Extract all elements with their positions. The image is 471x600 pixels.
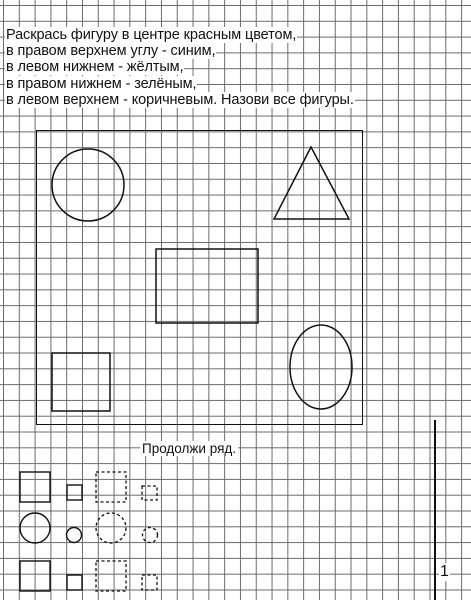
- instruction-line-1: Раскрась фигуру в центре красным цветом,: [6, 27, 297, 43]
- page-margin-line: [434, 420, 436, 600]
- bottom-left-square[interactable]: [52, 353, 110, 411]
- bottom-right-ellipse[interactable]: [290, 325, 352, 409]
- instruction-line-4: в правом нижнем - зелёным,: [6, 75, 197, 92]
- seq-big-square: [20, 472, 50, 502]
- seq-big-dashed-square[interactable]: [96, 561, 126, 591]
- instruction-line-2: в правом верхнем углу - синим,: [6, 43, 216, 60]
- seq-small-square: [67, 575, 82, 590]
- seq-small-square: [67, 485, 82, 500]
- continue-sequence-label: Продолжи ряд.: [142, 441, 237, 456]
- top-right-triangle[interactable]: [274, 147, 349, 219]
- top-left-circle[interactable]: [52, 149, 124, 221]
- sequence-row-3: [20, 561, 157, 591]
- seq-small-dashed-circle[interactable]: [143, 528, 158, 543]
- seq-small-dashed-square[interactable]: [142, 486, 157, 500]
- seq-small-circle: [67, 528, 82, 543]
- center-rectangle[interactable]: [156, 249, 258, 323]
- page-number: 1: [440, 563, 449, 580]
- seq-small-dashed-square[interactable]: [142, 575, 157, 590]
- seq-big-circle: [20, 513, 50, 543]
- seq-big-square: [20, 561, 50, 591]
- seq-big-dashed-circle[interactable]: [96, 513, 126, 543]
- sequence-row-1: [20, 472, 157, 502]
- seq-big-dashed-square[interactable]: [96, 472, 126, 502]
- instruction-line-5: в левом верхнем - коричневым. Назови все фигуры.: [6, 91, 354, 108]
- sequence-row-2: [20, 513, 158, 543]
- instruction-line-3: в левом нижнем - жёлтым,: [6, 59, 184, 76]
